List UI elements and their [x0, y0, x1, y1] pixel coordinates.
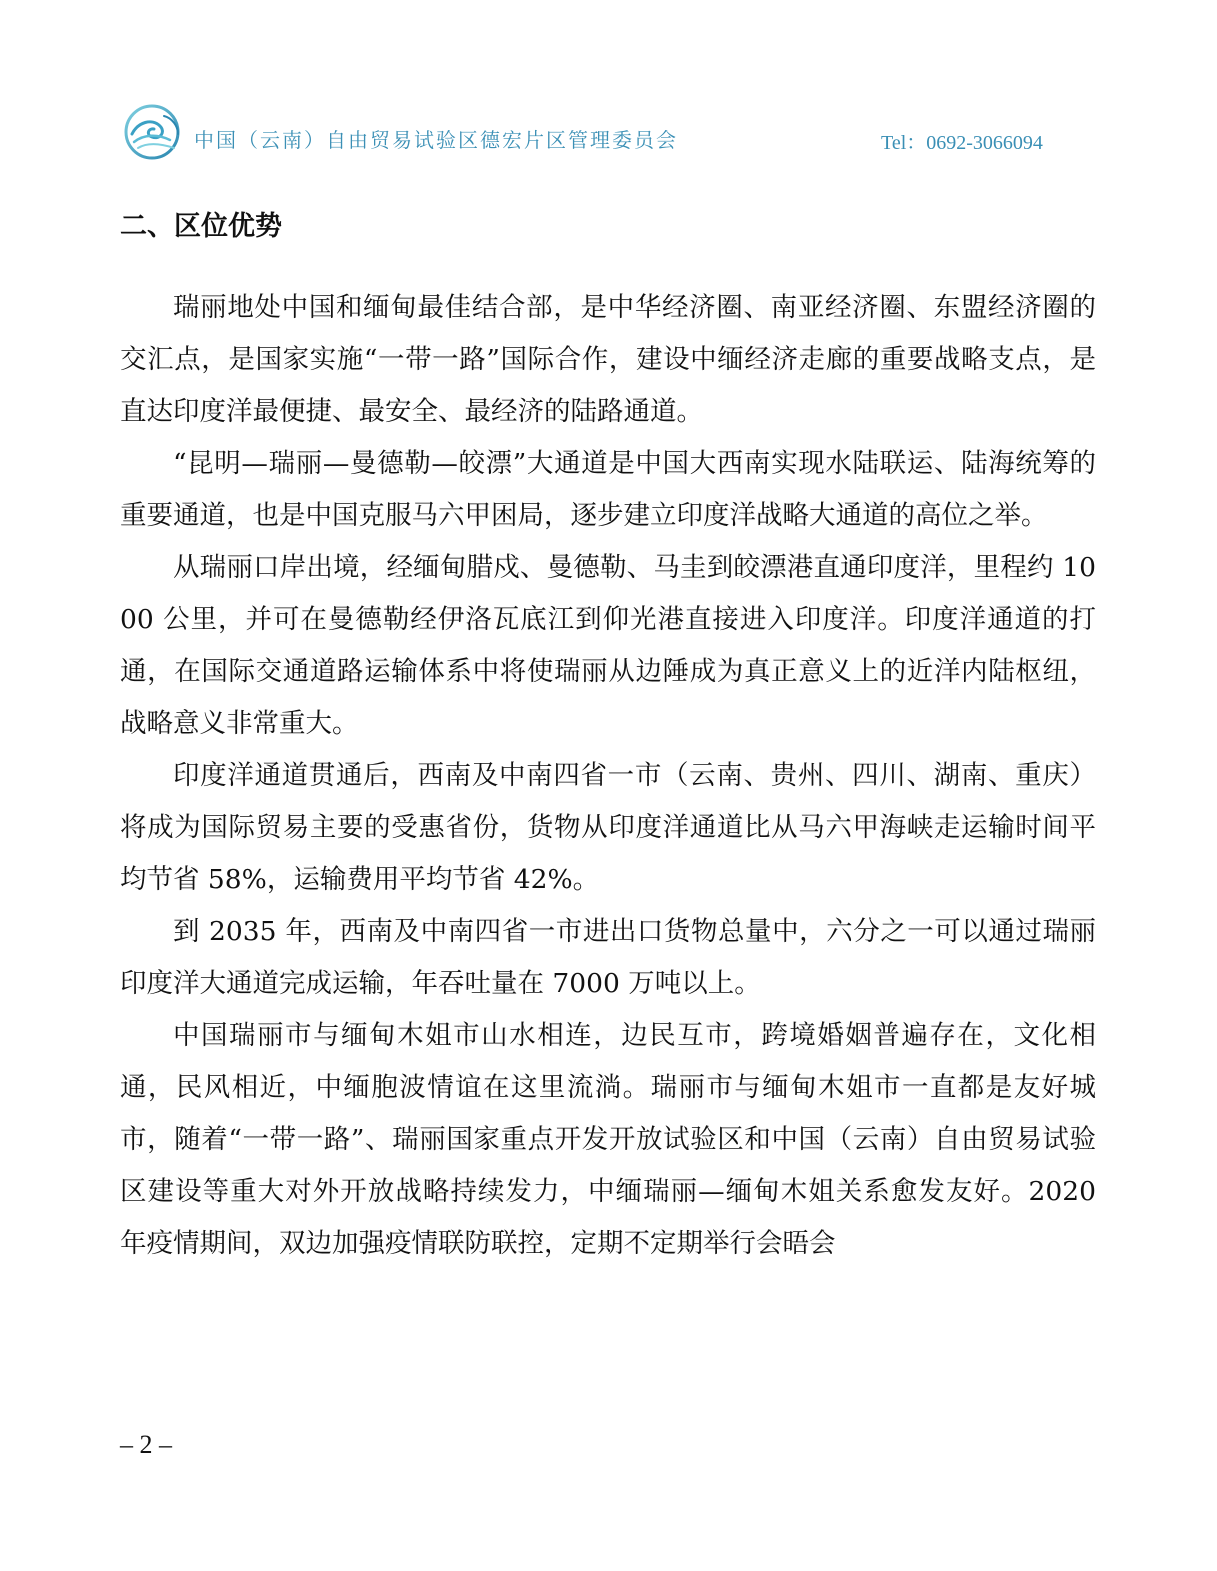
swirl-waves-logo-icon	[124, 104, 184, 160]
telephone-number: Tel：0692-3066094	[881, 132, 1043, 154]
body-text	[120, 282, 1096, 1270]
paragraph: 中国瑞丽市与缅甸木姐市山水相连，边民互市，跨境婚姻普遍存在，文化相通，民风相近，中缅胞波情谊在这里流淌。瑞丽市与缅甸木姐市一直都是友好城市，随着“一带一路”、瑞丽国家重点开发开放试验区和中国（云南）自由贸易试验区建设等重大对外开放战略持续发力，中缅瑞丽—缅甸木姐关系愈发友好。2020 年疫情期间，双边加强疫情联防联控，定期不定期举行会晤会	[120, 1020, 1096, 1259]
paragraph: 瑞丽地处中国和缅甸最佳结合部，是中华经济圈、南亚经济圈、东盟经济圈的交汇点，是国家实施“一带一路”国际合作，建设中缅经济走廊的重要战略支点，是直达印度洋最便捷、最安全、最经济的陆路通道。	[120, 292, 1096, 427]
section-title: 二、区位优势	[120, 211, 282, 242]
page-header	[124, 104, 1084, 160]
paragraph: 到 2035 年，西南及中南四省一市进出口货物总量中，六分之一可以通过瑞丽印度洋大通道完成运输，年吞吐量在 7000 万吨以上。	[120, 916, 1096, 999]
organization-name: 中国（云南）自由贸易试验区德宏片区管理委员会	[194, 128, 678, 152]
page-number: – 2 –	[120, 1430, 172, 1459]
paragraph: 印度洋通道贯通后，西南及中南四省一市（云南、贵州、四川、湖南、重庆）将成为国际贸易主要的受惠省份，货物从印度洋通道比从马六甲海峡走运输时间平均节省 58%，运输费用平均节省 42%。	[120, 760, 1096, 895]
paragraph: 从瑞丽口岸出境，经缅甸腊戍、曼德勒、马圭到皎漂港直通印度洋，里程约 1000 公里，并可在曼德勒经伊洛瓦底江到仰光港直接进入印度洋。印度洋通道的打通，在国际交通道路运输体系中将使瑞丽从边陲成为真正意义上的近洋内陆枢纽，战略意义非常重大。	[120, 552, 1096, 739]
paragraph: “昆明—瑞丽—曼德勒—皎漂”大通道是中国大西南实现水陆联运、陆海统筹的重要通道，也是中国克服马六甲困局，逐步建立印度洋战略大通道的高位之举。	[120, 448, 1096, 531]
